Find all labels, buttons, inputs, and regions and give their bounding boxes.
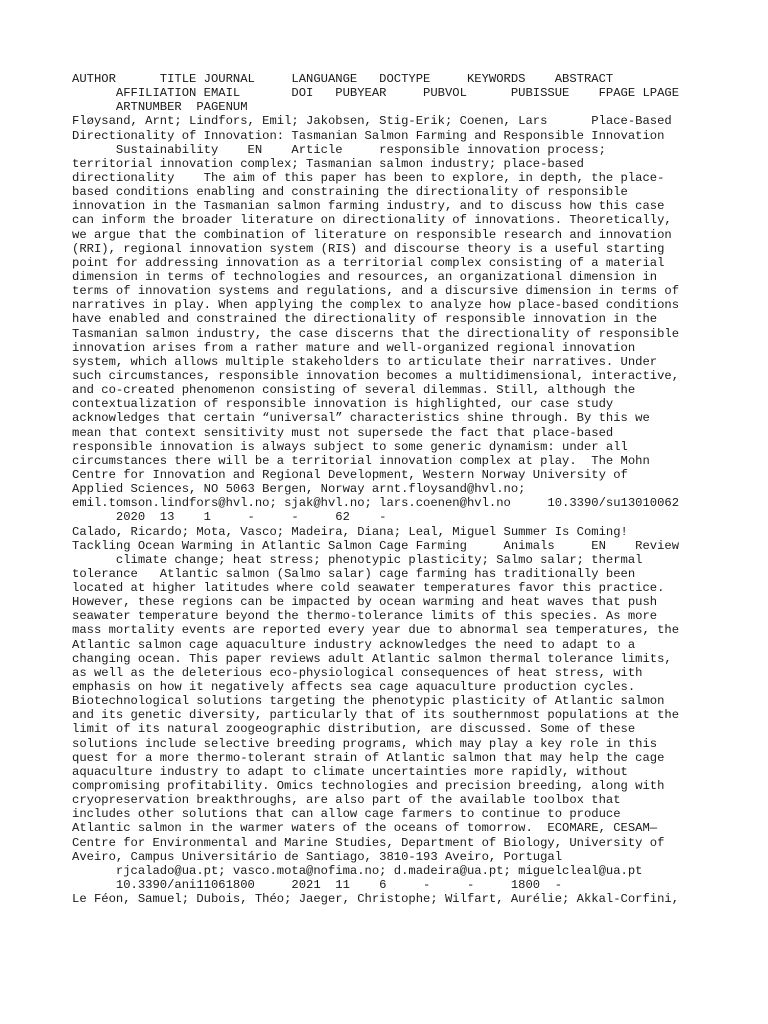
record-line: Sustainability EN Article responsible innovation process;	[72, 142, 606, 157]
record-line: based conditions enabling and constraining the directionality of responsible	[72, 185, 628, 200]
record-line: innovation in the Tasmanian salmon farming industry, and to discuss how this case	[72, 199, 665, 214]
record-line: quest for a more thermo-tolerant strain of Atlantic salmon that may help the cage	[72, 750, 665, 765]
record-line: Aveiro, Campus Universitário de Santiago, 3810-193 Aveiro, Portugal	[72, 849, 563, 864]
record-line: mass mortality events are reported every year due to abnormal sea temperatures, the	[72, 623, 680, 638]
record-line: innovation arises from a rather mature and well-organized regional innovation	[72, 340, 636, 355]
record-line: responsible innovation is always subject to some generic dynamism: under all	[72, 439, 628, 454]
record-line: contextualization of responsible innovation is highlighted, our case study	[72, 397, 614, 412]
record-line: as well as the deleterious eco-physiological consequences of heat stress, with	[72, 665, 643, 680]
record-line: located at higher latitudes where cold seawater temperatures favor this practice.	[72, 581, 665, 596]
record-line: Le Féon, Samuel; Dubois, Théo; Jaeger, Christophe; Wilfart, Aurélie; Akkal-Corfini,	[72, 892, 680, 907]
record-line: Centre for Environmental and Marine Studies, Department of Biology, University of	[72, 835, 665, 850]
record-line: terms of innovation systems and regulations, and a discursive dimension in terms of	[72, 284, 680, 299]
record-line: Tackling Ocean Warming in Atlantic Salmon Cage Farming Animals EN Review	[72, 538, 680, 553]
record-line: and its genetic diversity, particularly that of its southernmost populations at the	[72, 708, 680, 723]
record-line: Fløysand, Arnt; Lindfors, Emil; Jakobsen, Stig-Erik; Coenen, Lars Place-Based	[72, 114, 672, 129]
record-line: Calado, Ricardo; Mota, Vasco; Madeira, Diana; Leal, Miguel Summer Is Coming!	[72, 524, 628, 539]
record-line: Centre for Innovation and Regional Development, Western Norway University of	[72, 467, 628, 482]
record-line: such circumstances, responsible innovation becomes a multidimensional, interactive,	[72, 368, 680, 383]
record-line: limit of its natural zoogeographic distribution, are discussed. Some of these	[72, 722, 636, 737]
record-line: Atlantic salmon cage aquaculture industry acknowledges the need to adapt to a	[72, 637, 636, 652]
record-line: (RRI), regional innovation system (RIS) and discourse theory is a useful starting	[72, 241, 665, 256]
header-line: AFFILIATION EMAIL DOI PUBYEAR PUBVOL PUBISSUE FPAGE LPAGE	[72, 86, 680, 101]
record-line: directionality The aim of this paper has been to explore, in depth, the place-	[72, 170, 665, 185]
record-line: Applied Sciences, NO 5063 Bergen, Norway arnt.floysand@hvl.no;	[72, 482, 526, 497]
record-line: aquaculture industry to adapt to climate uncertainties more rapidly, without	[72, 764, 628, 779]
record-line: 10.3390/ani11061800 2021 11 6 - - 1800 -	[72, 878, 563, 893]
record-line: changing ocean. This paper reviews adult Atlantic salmon thermal tolerance limits,	[72, 651, 672, 666]
header-line: AUTHOR TITLE JOURNAL LANGUANGE DOCTYPE KEYWORDS ABSTRACT	[72, 72, 614, 86]
record-line: solutions include selective breeding programs, which may play a key role in this	[72, 736, 658, 751]
record-line: tolerance Atlantic salmon (Salmo salar) cage farming has traditionally been	[72, 566, 636, 581]
record-line: However, these regions can be impacted by ocean warming and heat waves that push	[72, 595, 658, 610]
record-line: mean that context sensitivity must not supersede the fact that place-based	[72, 425, 614, 440]
record-line: rjcalado@ua.pt; vasco.mota@nofima.no; d.madeira@ua.pt; miguelcleal@ua.pt	[72, 863, 643, 878]
record-line: territorial innovation complex; Tasmanian salmon industry; place-based	[72, 156, 584, 171]
header-line: ARTNUMBER PAGENUM	[72, 100, 248, 115]
record-line: dimension in terms of technologies and resources, an organizational dimension in	[72, 269, 658, 284]
record-line: Biotechnological solutions targeting the phenotypic plasticity of Atlantic salmon	[72, 694, 665, 709]
record-line: and co-created phenomenon consisting of several dilemmas. Still, although the	[72, 383, 636, 398]
record-line: cryopreservation breakthroughs, are also part of the available toolbox that	[72, 793, 621, 808]
record-line: 2020 13 1 - - 62 -	[72, 510, 387, 525]
record-line: seawater temperature beyond the thermo-tolerance limits of this species. As more	[72, 609, 658, 624]
record-line: includes other solutions that can allow cage farmers to continue to produce	[72, 807, 621, 822]
record-line: Directionality of Innovation: Tasmanian Salmon Farming and Responsible Innovation	[72, 128, 665, 143]
record-line: have enabled and constrained the directionality of responsible innovation in the	[72, 312, 658, 327]
document-page	[72, 72, 712, 906]
record-line: Tasmanian salmon industry, the case discerns that the directionality of responsible	[72, 326, 680, 341]
record-line: acknowledges that certain “universal” characteristics shine through. By this we	[72, 411, 650, 426]
record-line: circumstances there will be a territorial innovation complex at play. The Mohn	[72, 453, 650, 468]
record-line: emil.tomson.lindfors@hvl.no; sjak@hvl.no; lars.coenen@hvl.no 10.3390/su13010062	[72, 496, 680, 511]
record-line: system, which allows multiple stakeholders to articulate their narratives. Under	[72, 354, 658, 369]
record-line: point for addressing innovation as a territorial complex consisting of a material	[72, 255, 665, 270]
record-line: climate change; heat stress; phenotypic plasticity; Salmo salar; thermal	[72, 552, 643, 567]
record-line: emphasis on how it negatively affects sea cage aquaculture production cycles.	[72, 680, 636, 695]
record-line: can inform the broader literature on directionality of innovations. Theoretically,	[72, 213, 672, 228]
record-line: narratives in play. When applying the complex to analyze how place-based conditions	[72, 298, 680, 313]
record-line: compromising profitability. Omics technologies and precision breeding, along with	[72, 779, 665, 794]
record-line: Atlantic salmon in the warmer waters of the oceans of tomorrow. ECOMARE, CESAM—	[72, 821, 658, 836]
record-line: we argue that the combination of literature on responsible research and innovation	[72, 227, 672, 242]
